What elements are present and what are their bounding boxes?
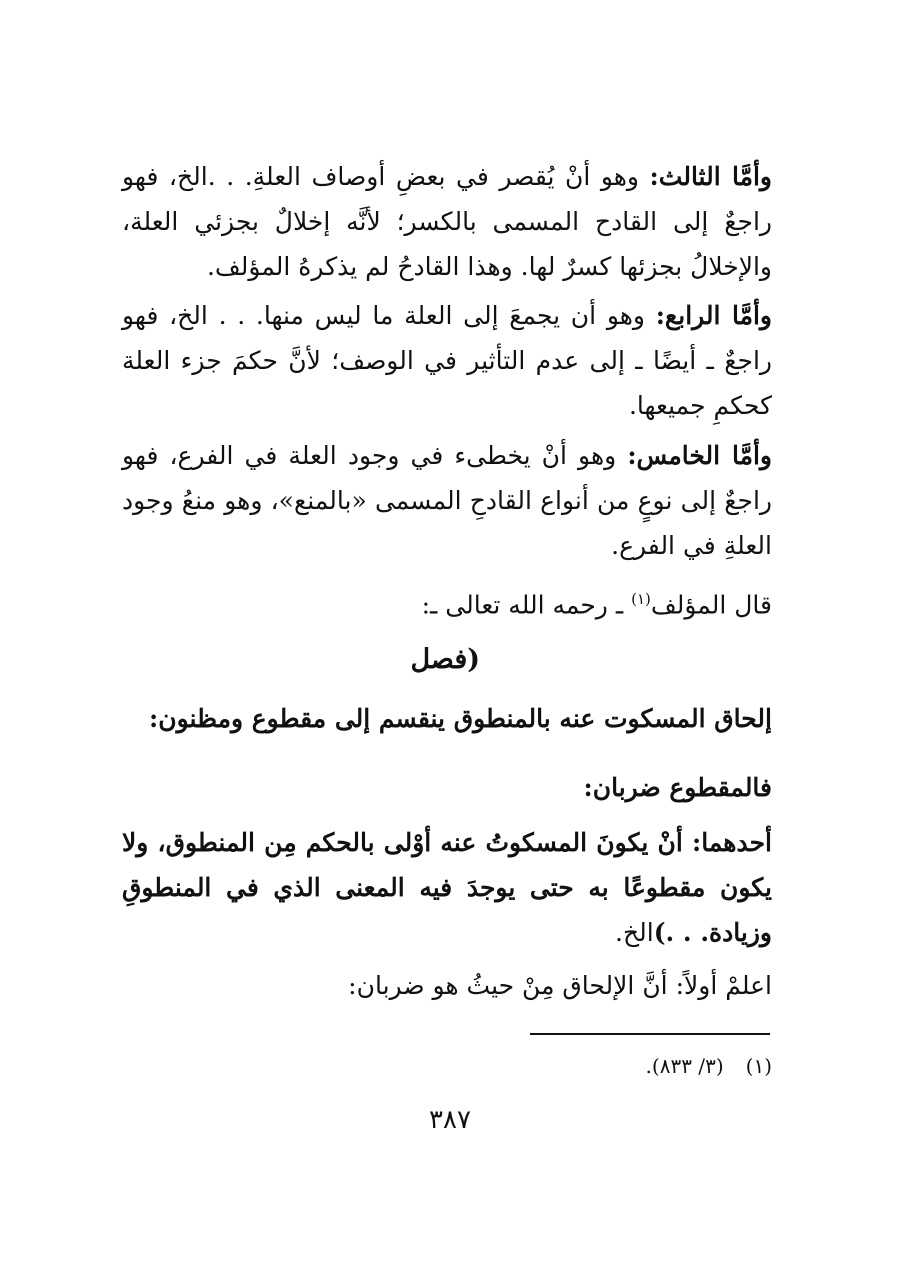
footnote: [646, 1048, 772, 1084]
paragraph-fifth: [122, 433, 772, 568]
first-kind-tail: الخ.: [615, 918, 654, 947]
paragraph-third-body: وهو أنْ يُقصر في بعضِ أوصاف العلةِ. . .الخ، فهو راجعٌ إلى القادح المسمى بالكسر؛ لأنَّه إخلالٌ بجزئي العلة، والإخلالُ بجزئها كسرٌ لها. وهذا القادحُ لم يذكرهُ المؤلف.: [122, 162, 772, 281]
definite-kinds-line: فالمقطوع ضربان:: [583, 773, 772, 802]
paragraph-fourth-body: وهو أن يجمعَ إلى العلة ما ليس منها. . . الخ، فهو راجعٌ ـ أيضًا ـ إلى عدم التأثير في الوصف؛ لأنَّ حكمَ جزء العلة كحكمِ جميعها.: [122, 301, 772, 420]
first-kind-paragraph: [122, 820, 772, 955]
author-said-before: قال المؤلف: [650, 590, 772, 620]
section-statement: إلحاق المسكوت عنه بالمنطوق ينقسم إلى مقطوع ومظنون:: [149, 704, 772, 733]
paragraph-third-lead: وأمَّا الثالث:: [649, 162, 772, 191]
footnote-number: (١): [745, 1054, 772, 1078]
paragraph-fourth: [122, 293, 772, 428]
author-said-line: [122, 577, 772, 627]
section-heading: (فصل: [410, 644, 480, 675]
author-said-after: ـ رحمه الله تعالى ـ:: [421, 590, 632, 620]
paragraph-third: [122, 154, 772, 289]
footnote-divider: [530, 1033, 770, 1035]
footnote-reference[interactable]: (١): [631, 590, 651, 608]
paragraph-fifth-lead: وأمَّا الخامس:: [627, 441, 772, 470]
footnote-text: (٣/ ٨٣٣).: [645, 1054, 724, 1078]
paragraph-fifth-body: وهو أنْ يخطىء في وجود العلة في الفرع، فهو راجعٌ إلى نوعٍ من أنواع القادحِ المسمى «بالمنع»، وهو منعُ وجود العلةِ في الفرع.: [122, 441, 772, 560]
page-number: ٣٨٧: [429, 1105, 471, 1135]
first-kind-text: أحدهما: أنْ يكونَ المسكوتُ عنه أوْلى بالحكم مِن المنطوق، ولا يكون مقطوعًا به حتى يوجدَ فيه المعنى الذي في المنطوقِ وزيادة. . .): [122, 828, 772, 947]
paragraph-fourth-lead: وأمَّا الرابع:: [655, 301, 772, 330]
commentary-know-first: اعلمْ أولاً: أنَّ الإلحاق مِنْ حيثُ هو ضربان:: [348, 971, 772, 1000]
